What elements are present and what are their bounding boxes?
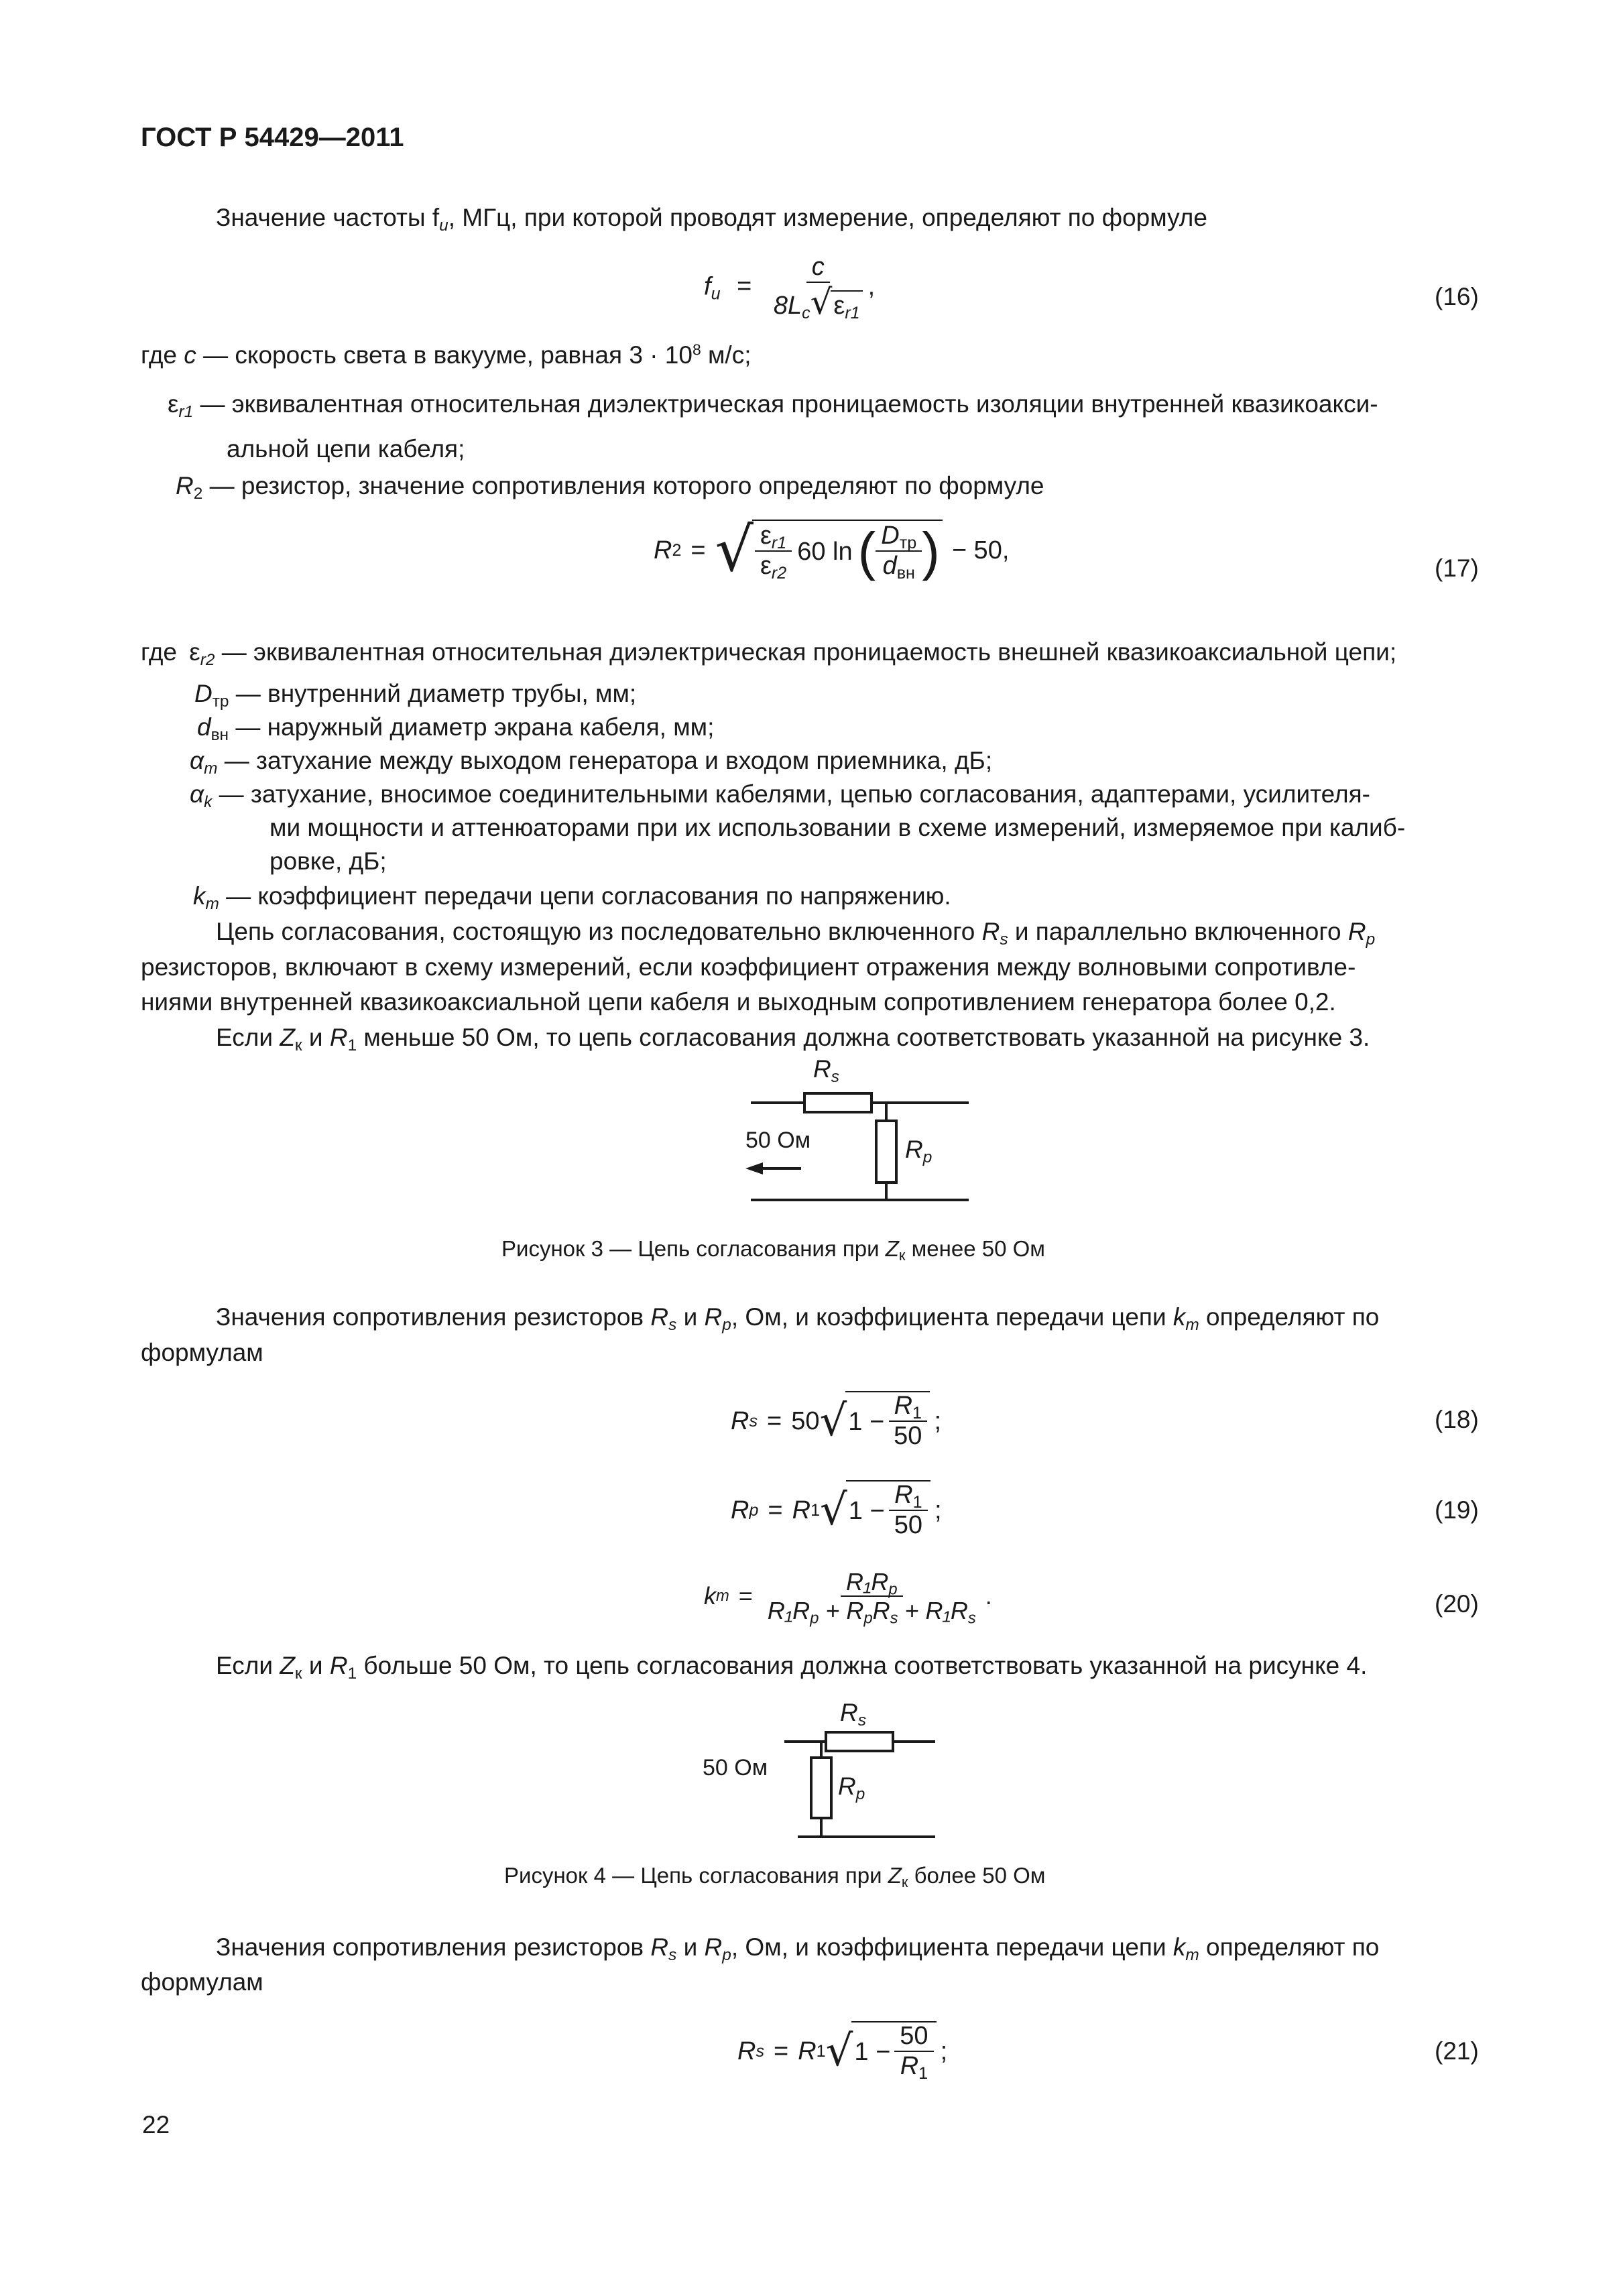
figure-4-caption: Рисунок 4 — Цепь согласования при $Z_к$ более 50 Ом [504,1863,1046,1891]
equation-16: $f_u$ = $\frac{c}{8L_c√\varepsilon_{r1}}$ , [704,253,876,322]
figure-4-circuit [771,1703,972,1850]
where-er1: $\varepsilon_{r1}$ — эквивалентная относительная диэлектрическая проницаемость изоляции внутренней квазикоакси- [168,390,1378,421]
less-paragraph: Если $Z_к$ и $R_1$ меньше 50 Ом, то цепь согласования должна соответствовать указанной на рисунке 3. [216,1024,1370,1054]
figure-3-ohm-label: 50 Ом [745,1128,811,1153]
where2-dtr: $D_{тр}$ — внутренний диаметр трубы, мм; [194,680,637,711]
more-paragraph: Если $Z_к$ и $R_1$ больше 50 Ом, то цепь согласования должна соответствовать указанной на рисунке 4. [216,1652,1368,1683]
equation-20-number: (20) [1435,1590,1479,1618]
equation-17: R 2 = √ $\varepsilon_{r1}$ $\varepsilon_{r2}$ 60 ln ( $D_{тр}$ $d_{вн}$ ) − 50, [654,514,1010,585]
figure-3-caption: Рисунок 3 — Цепь согласования при $Z_к$ менее 50 Ом [501,1236,1045,1264]
where-r2: $R_2$ — резистор, значение сопротивления которого определяют по формуле [176,472,1044,503]
match-paragraph-line1: Цепь согласования, состоящую из последовательно включенного $R_s$ и параллельно включенного $R_p$ [216,918,1376,949]
equation-17-number: (17) [1435,554,1479,582]
page-header-title: ГОСТ Р 54429—2011 [141,123,404,152]
where2-ak-cont2: ровке, дБ; [269,847,387,875]
values2-line2: формулам [141,1968,263,1996]
match-paragraph-line3: ниями внутренней квазикоаксиальной цепи кабеля и выходным сопротивлением генератора более 0,2. [141,988,1336,1016]
intro-paragraph: Значение частоты $f_u$, МГц, при которой проводят измерение, определяют по формуле [216,204,1207,235]
values1-line1: Значения сопротивления резисторов $R_s$ и $R_p$, Ом, и коэффициента передачи цепи $k_m$ определяют по [216,1303,1380,1334]
match-paragraph-line2: резисторов, включают в схему измерений, если коэффициент отражения между волновыми сопротивле- [141,953,1356,981]
equation-19-number: (19) [1435,1496,1479,1524]
page-number: 22 [142,2111,170,2138]
figure-4-ohm-label: 50 Ом [703,1755,768,1780]
where2-km: $k_m$ — коэффициент передачи цепи согласования по напряжению. [193,882,951,913]
where-er1-cont: альной цепи кабеля; [227,435,465,463]
where2-dvn: $d_{вн}$ — наружный диаметр экрана кабеля, мм; [197,713,715,744]
equation-19: R p = R 1 √ 1 − $\frac{R_1}{50}$ ; [731,1481,942,1539]
equation-16-number: (16) [1435,283,1479,310]
figure-3-rp-label: $R_p$ [905,1136,933,1166]
figure-3-rs-label: $R_s$ [813,1055,839,1086]
figure-4-rs-label: $R_s$ [840,1699,866,1730]
where2-ak-cont1: ми мощности и аттенюаторами при их использовании в схеме измерений, измеряемое при калиб- [269,814,1406,841]
equation-18: R s = 50 √ 1 − $\frac{R_1}{50}$ ; [731,1392,941,1450]
equation-21-number: (21) [1435,2037,1479,2065]
where-c: где c — скорость света в вакууме, равная $3 \cdot 10^8$ м/с; [141,341,752,369]
values2-line1: Значения сопротивления резисторов $R_s$ и $R_p$, Ом, и коэффициента передачи цепи $k_m$ определяют по [216,1933,1380,1964]
where2-er2: где $\varepsilon_{r2}$ — эквивалентная относительная диэлектрическая проницаемость внешней квазикоаксиальной цепи; [141,638,1397,669]
values1-line2: формулам [141,1339,263,1366]
equation-20: k m = $R_1R_p$ $R_1R_p + R_pR_s + R_1R_s$ . [704,1568,992,1628]
where2-ak: $\alpha_k$ — затухание, вносимое соединительными кабелями, цепью согласования, адаптерами, усилителя- [190,780,1370,811]
equation-18-number: (18) [1435,1406,1479,1433]
figure-4-rp-label: $R_p$ [838,1772,865,1803]
where2-am: $\alpha_m$ — затухание между выходом генератора и входом приемника, дБ; [190,747,993,778]
equation-21: R s = R 1 √ 1 − $\frac{50}{R_1}$ ; [737,2022,948,2083]
